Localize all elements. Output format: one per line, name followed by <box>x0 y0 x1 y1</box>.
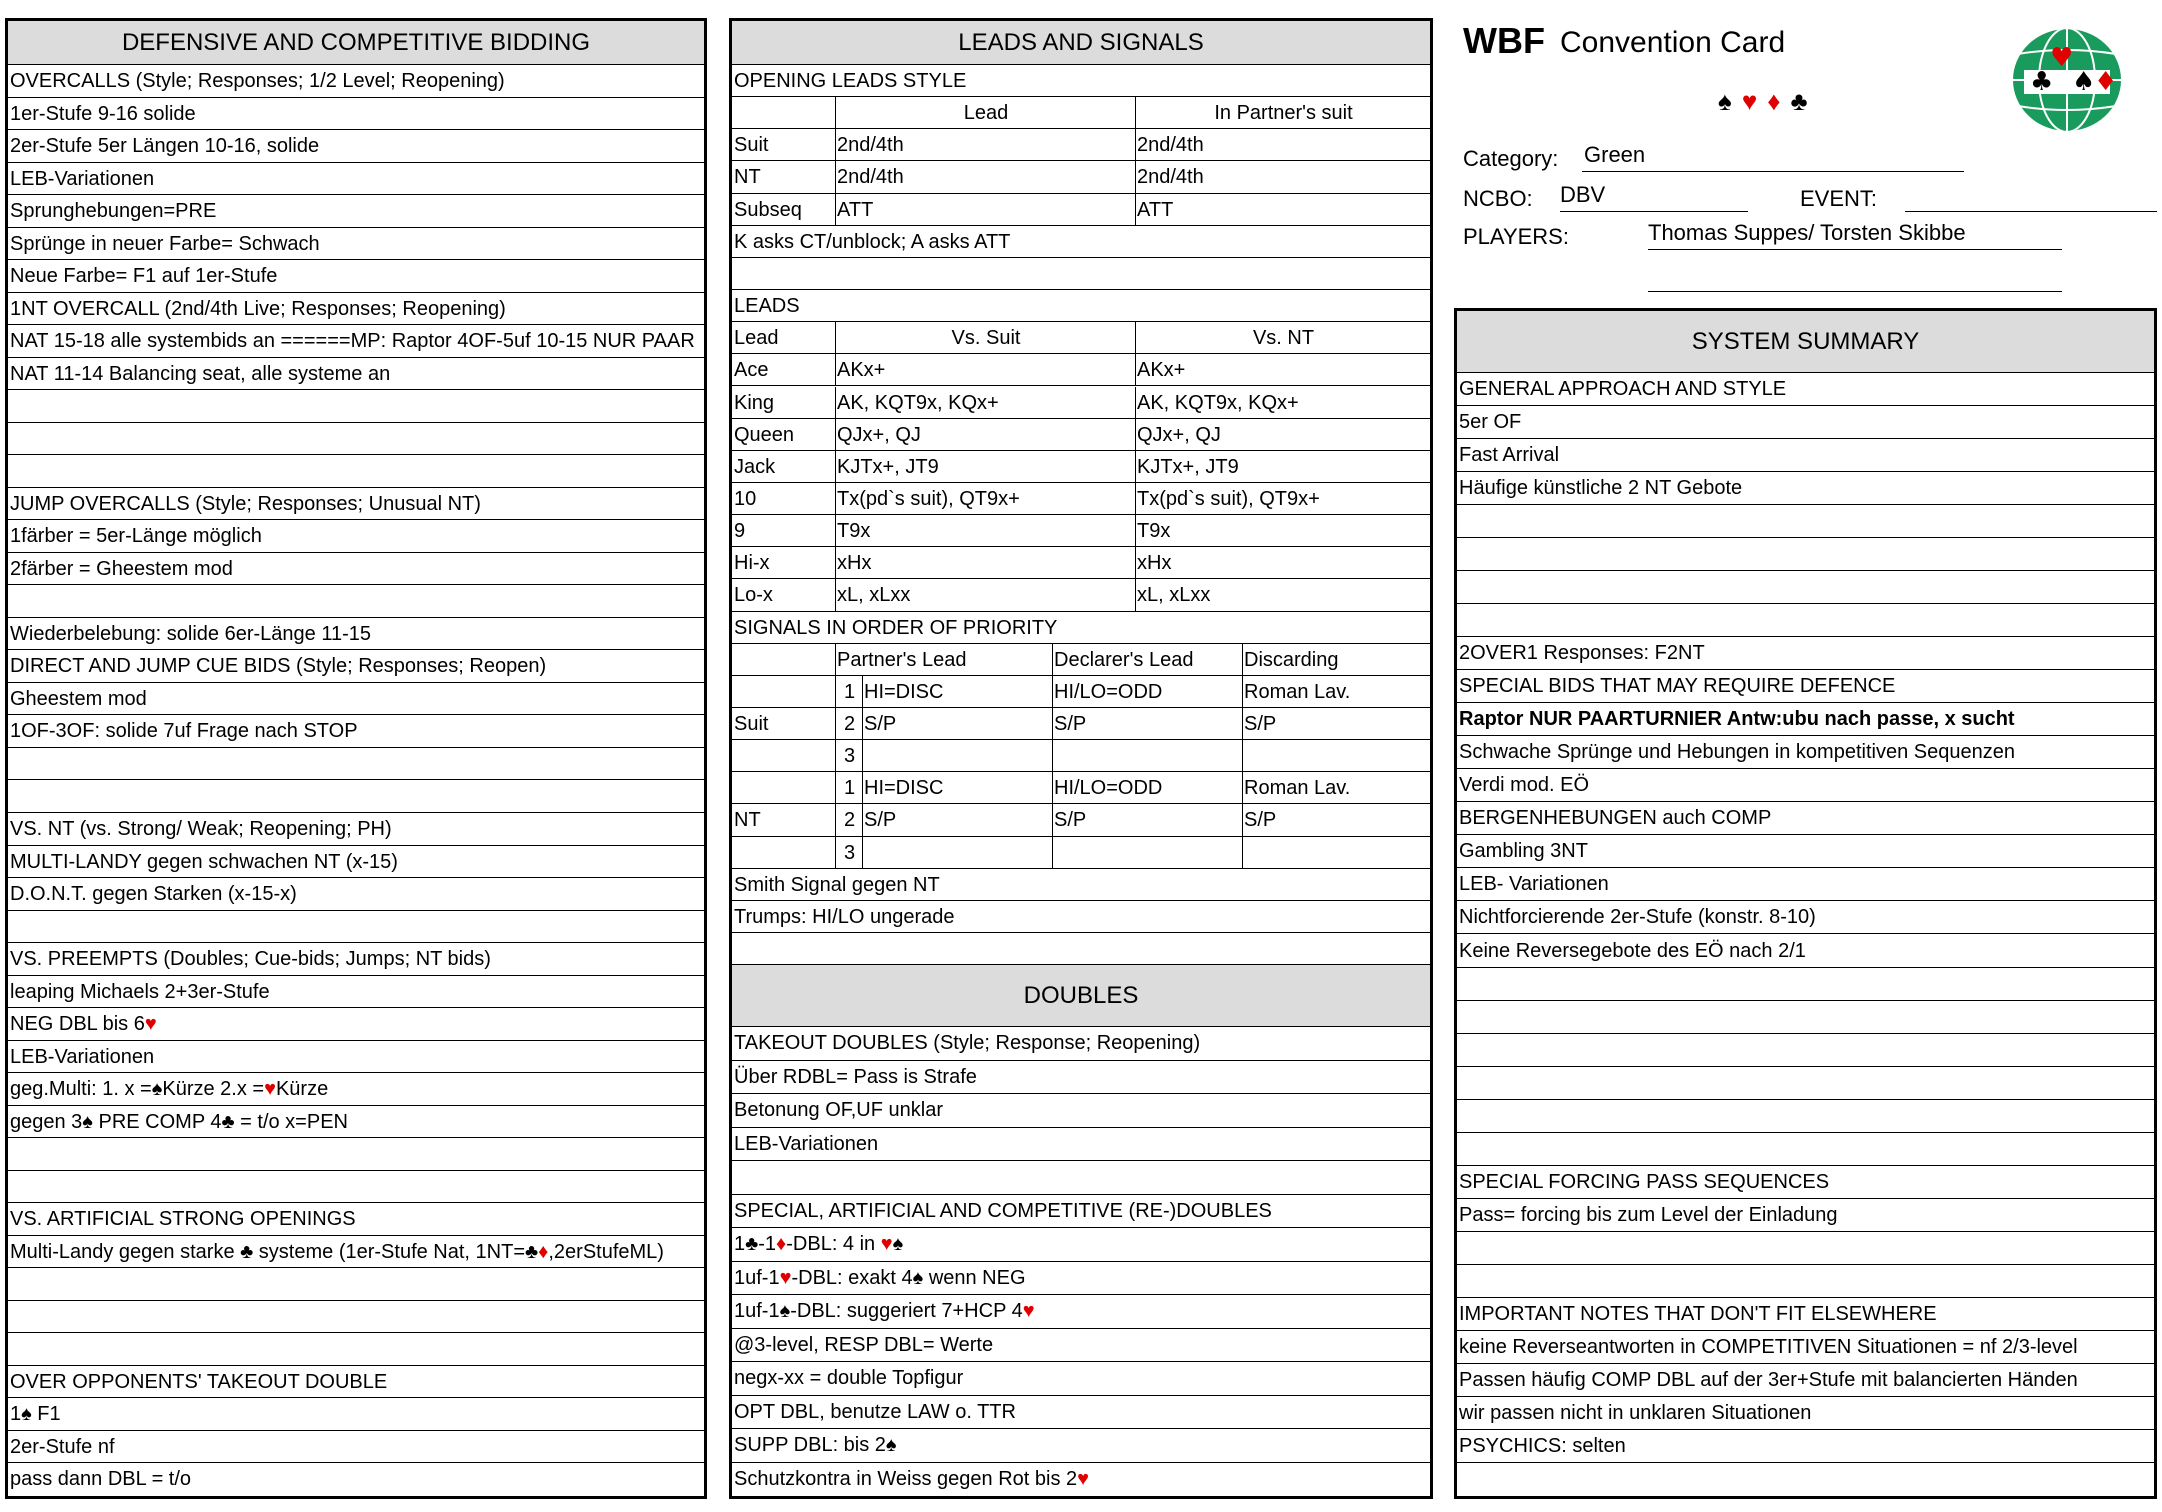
table-cell[interactable]: 2 <box>843 809 856 832</box>
column-divider <box>1242 740 1243 771</box>
text-row[interactable] <box>1457 1100 2154 1133</box>
column-divider <box>835 322 836 353</box>
table-row[interactable] <box>732 161 1430 193</box>
column-divider <box>835 194 836 225</box>
table-cell[interactable]: 2 <box>843 713 856 735</box>
text-row[interactable]: NAT 15-18 alle systembids an ======MP: Raptor 4OF-5uf 10-15 NUR PAAR <box>8 325 704 358</box>
column-divider <box>835 515 836 546</box>
column-divider <box>862 804 863 835</box>
club-icon: ♣ <box>1790 86 1818 116</box>
table-cell[interactable] <box>862 837 1052 868</box>
text-row[interactable]: Über RDBL= Pass is Strafe <box>732 1061 1430 1094</box>
text-row[interactable] <box>1457 1034 2154 1067</box>
column-divider <box>1135 194 1136 225</box>
text-row[interactable] <box>732 869 1430 901</box>
text-row[interactable]: NEG DBL bis 6♥ <box>8 1008 704 1041</box>
text-row[interactable]: Fast Arrival <box>1457 439 2154 472</box>
column-divider <box>835 772 836 803</box>
text-row[interactable] <box>1457 1067 2154 1100</box>
column-divider <box>1242 837 1243 868</box>
text-row[interactable]: wir passen nicht in unklaren Situationen <box>1457 1397 2154 1430</box>
section-title: DEFENSIVE AND COMPETITIVE BIDDING <box>8 21 704 65</box>
defensive-bidding-section <box>5 18 707 1499</box>
table-cell[interactable]: S/P <box>864 809 897 832</box>
table-cell[interactable]: S/P <box>864 713 897 735</box>
table-cell[interactable]: 2nd/4th <box>837 134 904 157</box>
table-cell[interactable]: xL, xLxx <box>837 584 911 607</box>
text-row[interactable]: OPT DBL, benutze LAW o. TTR <box>732 1396 1430 1429</box>
table-cell[interactable]: Ace <box>734 359 769 382</box>
diamond-icon: ♦ <box>1767 86 1791 116</box>
text-row[interactable] <box>8 455 704 488</box>
text-row[interactable] <box>732 1161 1430 1194</box>
table-cell[interactable]: Trumps: HI/LO ungerade <box>734 905 955 928</box>
column-divider <box>1135 129 1136 160</box>
text-row[interactable] <box>1457 1265 2154 1298</box>
table-row[interactable] <box>732 837 1430 869</box>
text-row[interactable]: Betonung OF,UF unklar <box>732 1094 1430 1127</box>
text-row[interactable]: GENERAL APPROACH AND STYLE <box>1457 373 2154 406</box>
table-cell[interactable]: 9 <box>734 520 746 543</box>
column-divider <box>862 676 863 707</box>
column-divider <box>835 483 836 514</box>
text-row[interactable]: Nichtforcierende 2er-Stufe (konstr. 8-10) <box>1457 901 2154 934</box>
table-cell[interactable]: QJx+, QJ <box>837 423 921 446</box>
column-divider <box>835 129 836 160</box>
text-row[interactable]: Sprünge in neuer Farbe= Schwach <box>8 228 704 261</box>
table-cell[interactable] <box>862 740 1052 771</box>
column-divider <box>1135 451 1136 482</box>
column-divider <box>835 676 836 707</box>
text-row[interactable]: Schwache Sprünge und Hebungen in kompetitiven Sequenzen <box>1457 736 2154 769</box>
text-row[interactable] <box>8 1138 704 1171</box>
column-divider <box>1242 804 1243 835</box>
text-row[interactable]: LEB-Variationen <box>8 1041 704 1074</box>
text-row[interactable] <box>732 901 1430 933</box>
table-cell[interactable]: AKx+ <box>837 359 886 382</box>
text-row[interactable]: 1♠ F1 <box>8 1398 704 1431</box>
table-cell[interactable]: ATT <box>837 198 874 221</box>
brand-title: WBF <box>1463 20 1545 61</box>
table-row[interactable] <box>732 483 1430 515</box>
table-row[interactable] <box>732 579 1430 611</box>
table-cell[interactable]: Vs. Suit <box>951 327 1021 350</box>
table-cell[interactable]: Lead <box>734 327 779 350</box>
table-cell[interactable]: Vs. NT <box>1252 327 1315 350</box>
text-row[interactable] <box>8 1268 704 1301</box>
text-row[interactable]: Sprunghebungen=PRE <box>8 195 704 228</box>
text-row[interactable]: 5er OF <box>1457 406 2154 439</box>
column-divider <box>835 708 836 739</box>
table-cell[interactable]: Smith Signal gegen NT <box>734 873 940 896</box>
text-row[interactable] <box>1457 1001 2154 1034</box>
text-row[interactable]: VS. NT (vs. Strong/ Weak; Reopening; PH) <box>8 813 704 846</box>
text-row[interactable]: 1uf-1♠-DBL: suggeriert 7+HCP 4♥ <box>732 1295 1430 1328</box>
table-cell[interactable]: T9x <box>837 520 871 543</box>
table-cell[interactable]: Tx(pd`s suit), QT9x+ <box>1137 487 1320 510</box>
text-row[interactable]: geg.Multi: 1. x =♠Kürze 2.x =♥Kürze <box>8 1073 704 1106</box>
column-divider <box>1052 676 1053 707</box>
text-row[interactable] <box>1457 1232 2154 1265</box>
column-divider <box>1135 354 1136 385</box>
column-divider <box>1052 837 1053 868</box>
text-row[interactable]: LEB- Variationen <box>1457 868 2154 901</box>
doubles-title: DOUBLES <box>732 965 1430 1027</box>
column-divider <box>1052 772 1053 803</box>
table-cell[interactable]: LEADS <box>734 295 800 318</box>
table-cell[interactable]: Jack <box>734 455 776 478</box>
event-value[interactable] <box>1905 182 2157 212</box>
svg-text:♦: ♦ <box>2094 67 2118 97</box>
column-divider <box>862 708 863 739</box>
column-divider <box>835 547 836 578</box>
text-row[interactable] <box>1457 1463 2154 1496</box>
text-row[interactable] <box>1457 1133 2154 1166</box>
column-divider <box>1135 483 1136 514</box>
text-row[interactable]: IMPORTANT NOTES THAT DON'T FIT ELSEWHERE <box>1457 1298 2154 1331</box>
text-row[interactable] <box>732 933 1430 965</box>
text-row[interactable]: NAT 11-14 Balancing seat, alle systeme an <box>8 358 704 391</box>
column-divider <box>1242 772 1243 803</box>
column-divider <box>1135 515 1136 546</box>
table-cell[interactable]: KJTx+, JT9 <box>837 455 939 478</box>
text-row[interactable]: VS. PREEMPTS (Doubles; Cue-bids; Jumps; NT bids) <box>8 943 704 976</box>
column-divider <box>1135 547 1136 578</box>
svg-text:♠: ♠ <box>2072 67 2096 97</box>
table-cell[interactable]: S/P <box>1054 809 1087 832</box>
column-divider <box>835 419 836 450</box>
category-value[interactable]: Green <box>1582 142 1964 172</box>
text-row[interactable]: leaping Michaels 2+3er-Stufe <box>8 976 704 1009</box>
column-divider <box>1135 419 1136 450</box>
text-row[interactable]: Gambling 3NT <box>1457 835 2154 868</box>
text-row[interactable] <box>8 585 704 618</box>
table-cell[interactable] <box>732 97 835 128</box>
text-row[interactable]: 2OVER1 Responses: F2NT <box>1457 637 2154 670</box>
table-cell[interactable] <box>732 644 835 675</box>
table-cell[interactable]: S/P <box>1244 809 1277 832</box>
players-label: PLAYERS: <box>1463 224 1569 249</box>
column-divider <box>835 451 836 482</box>
text-row[interactable] <box>8 423 704 456</box>
table-cell[interactable] <box>1242 740 1430 771</box>
text-row[interactable]: Verdi mod. EÖ <box>1457 769 2154 802</box>
text-row[interactable]: OVER OPPONENTS' TAKEOUT DOUBLE <box>8 1366 704 1399</box>
table-cell[interactable]: xL, xLxx <box>1137 584 1211 607</box>
text-row[interactable]: 1er-Stufe 9-16 solide <box>8 98 704 131</box>
table-cell[interactable]: T9x <box>1137 520 1171 543</box>
text-row[interactable]: PSYCHICS: selten <box>1457 1430 2154 1463</box>
wbf-globe-logo <box>2010 26 2124 134</box>
table-cell[interactable]: HI=DISC <box>864 777 944 800</box>
players-value[interactable]: Thomas Suppes/ Torsten Skibbe <box>1648 220 2062 250</box>
ncbo-value[interactable]: DBV <box>1560 182 1748 212</box>
text-row[interactable]: LEB-Variationen <box>732 1128 1430 1161</box>
table-cell[interactable]: 10 <box>734 487 757 510</box>
table-cell[interactable]: Suit <box>734 134 769 157</box>
spade-icon: ♠ <box>1718 86 1742 116</box>
text-row[interactable]: JUMP OVERCALLS (Style; Responses; Unusual NT) <box>8 488 704 521</box>
column-divider <box>1135 579 1136 610</box>
table-row[interactable] <box>732 740 1430 772</box>
table-row[interactable] <box>732 772 1430 804</box>
table-cell[interactable]: AK, KQT9x, KQx+ <box>1137 391 1299 414</box>
table-header[interactable] <box>732 322 1430 354</box>
text-row[interactable] <box>8 781 704 814</box>
table-cell[interactable]: AK, KQT9x, KQx+ <box>837 391 999 414</box>
text-row[interactable] <box>1457 604 2154 637</box>
text-row[interactable] <box>1457 538 2154 571</box>
text-row[interactable]: BERGENHEBUNGEN auch COMP <box>1457 802 2154 835</box>
table-cell[interactable]: SIGNALS IN ORDER OF PRIORITY <box>734 616 1058 639</box>
table-cell[interactable]: Queen <box>734 423 795 446</box>
table-cell[interactable]: Tx(pd`s suit), QT9x+ <box>837 487 1020 510</box>
column-divider <box>835 579 836 610</box>
table-cell[interactable] <box>1052 837 1242 868</box>
column-divider <box>835 387 836 418</box>
table-cell[interactable]: 3 <box>843 841 856 864</box>
table-cell[interactable]: NT <box>734 166 761 189</box>
section-title: SYSTEM SUMMARY <box>1457 311 2154 373</box>
table-cell[interactable]: Lead <box>963 102 1009 125</box>
table-cell[interactable]: HI/LO=ODD <box>1054 680 1163 703</box>
svg-text:♣: ♣ <box>2030 67 2054 97</box>
table-cell[interactable]: Hi-x <box>734 552 770 575</box>
table-row[interactable] <box>732 129 1430 161</box>
table-cell[interactable]: Subseq <box>734 198 802 221</box>
column-divider <box>835 97 836 128</box>
table-row[interactable] <box>732 451 1430 483</box>
text-row[interactable] <box>1457 505 2154 538</box>
text-row[interactable]: @3-level, RESP DBL= Werte <box>732 1329 1430 1362</box>
text-row[interactable]: 1OF-3OF: solide 7uf Frage nach STOP <box>8 715 704 748</box>
text-row[interactable]: gegen 3♠ PRE COMP 4♣ = t/o x=PEN <box>8 1106 704 1139</box>
text-row[interactable]: Neue Farbe= F1 auf 1er-Stufe <box>8 260 704 293</box>
section-title: LEADS AND SIGNALS <box>732 21 1430 65</box>
text-row[interactable] <box>8 1171 704 1204</box>
column-divider <box>1135 161 1136 192</box>
table-cell[interactable]: 1 <box>843 680 856 703</box>
column-divider <box>1052 804 1053 835</box>
table-cell[interactable]: OPENING LEADS STYLE <box>734 70 967 92</box>
event-label: EVENT: <box>1800 186 1878 211</box>
table-cell[interactable] <box>732 258 1430 289</box>
table-cell[interactable]: QJx+, QJ <box>1137 423 1221 446</box>
suit-symbols <box>1718 86 1818 117</box>
text-row[interactable]: SPECIAL FORCING PASS SEQUENCES <box>1457 1166 2154 1199</box>
table-row[interactable] <box>732 387 1430 419</box>
table-row[interactable] <box>732 547 1430 579</box>
text-row[interactable]: negx-xx = double Topfigur <box>732 1362 1430 1395</box>
signals-label[interactable] <box>732 612 1430 644</box>
table-row[interactable] <box>732 676 1430 708</box>
table-cell[interactable]: Discarding <box>1244 648 1339 671</box>
column-divider <box>862 740 863 771</box>
table-cell[interactable]: 3 <box>843 745 856 768</box>
table-cell[interactable]: King <box>734 391 775 414</box>
table-cell[interactable]: xHx <box>837 552 872 575</box>
svg-text:♥: ♥ <box>2050 43 2074 73</box>
column-divider <box>1052 644 1053 675</box>
text-row[interactable]: 1uf-1♥-DBL: exakt 4♠ wenn NEG <box>732 1262 1430 1295</box>
text-row[interactable]: 1färber = 5er-Länge möglich <box>8 520 704 553</box>
column-divider <box>1052 740 1053 771</box>
text-row[interactable] <box>8 911 704 944</box>
table-header[interactable] <box>732 97 1430 129</box>
table-cell[interactable]: 2nd/4th <box>1137 166 1204 189</box>
text-row[interactable] <box>732 226 1430 258</box>
heart-icon: ♥ <box>1741 86 1768 116</box>
text-row[interactable] <box>8 1301 704 1334</box>
text-row[interactable]: Multi-Landy gegen starke ♣ systeme (1er-Stufe Nat, 1NT=♣♦,2erStufeML) <box>8 1236 704 1269</box>
table-cell[interactable]: K asks CT/unblock; A asks ATT <box>734 230 1011 253</box>
text-row[interactable]: pass dann DBL = t/o <box>10 1468 192 1491</box>
text-row[interactable] <box>8 390 704 423</box>
text-row[interactable]: SUPP DBL: bis 2♠ <box>732 1429 1430 1462</box>
text-row[interactable]: Keine Reversegebote des EÖ nach 2/1 <box>1457 935 2154 968</box>
text-row[interactable]: Passen häufig COMP DBL auf der 3er+Stufe mit balancierten Händen <box>1457 1364 2154 1397</box>
text-row[interactable]: MULTI-LANDY gegen schwachen NT (x-15) <box>8 846 704 879</box>
text-row[interactable]: 2er-Stufe 5er Längen 10-16, solide <box>8 130 704 163</box>
column-divider <box>1135 387 1136 418</box>
text-row[interactable]: 1♣-1♦-DBL: 4 in ♥♠ <box>732 1228 1430 1261</box>
text-row[interactable]: SPECIAL, ARTIFICIAL AND COMPETITIVE (RE-)DOUBLES <box>732 1195 1430 1228</box>
column-divider <box>1135 322 1136 353</box>
table-cell[interactable]: 1 <box>843 777 856 800</box>
table-cell[interactable]: 2nd/4th <box>837 166 904 189</box>
table-cell[interactable]: AKx+ <box>1137 359 1186 382</box>
text-row[interactable]: Schutzkontra in Weiss gegen Rot bis 2♥ <box>734 1467 1090 1490</box>
text-row[interactable]: 2färber = Gheestem mod <box>8 553 704 586</box>
text-row[interactable]: Häufige künstliche 2 NT Gebote <box>1457 472 2154 505</box>
leads-signals-section <box>729 18 1433 1499</box>
table-cell[interactable]: In Partner's suit <box>1214 102 1353 125</box>
column-divider <box>835 837 836 868</box>
table-cell[interactable]: S/P <box>1054 713 1087 735</box>
table-cell[interactable]: Roman Lav. <box>1244 680 1351 703</box>
column-divider <box>1135 97 1136 128</box>
column-divider <box>835 161 836 192</box>
text-row[interactable]: SPECIAL BIDS THAT MAY REQUIRE DEFENCE <box>1457 670 2154 703</box>
text-row[interactable] <box>8 748 704 781</box>
column-divider <box>835 804 836 835</box>
column-divider <box>835 740 836 771</box>
signals-group-label: NT <box>734 809 761 832</box>
text-row[interactable]: Wiederbelebung: solide 6er-Länge 11-15 <box>8 618 704 651</box>
text-row[interactable]: keine Reverseantworten in COMPETITIVEN Situationen = nf 2/3-level <box>1457 1331 2154 1364</box>
table-cell[interactable]: Lo-x <box>734 584 773 607</box>
table-cell[interactable] <box>732 933 1430 964</box>
table-row[interactable] <box>732 804 1430 836</box>
table-cell[interactable] <box>1242 837 1430 868</box>
column-divider <box>1242 644 1243 675</box>
column-divider <box>1052 708 1053 739</box>
table-cell[interactable]: xHx <box>1137 552 1172 575</box>
text-row[interactable] <box>1457 968 2154 1001</box>
column-divider <box>1242 676 1243 707</box>
column-divider <box>835 354 836 385</box>
table-row[interactable] <box>732 354 1430 386</box>
text-row[interactable] <box>732 258 1430 290</box>
table-row[interactable] <box>732 419 1430 451</box>
text-row[interactable] <box>1457 571 2154 604</box>
leads-label[interactable] <box>732 290 1430 322</box>
text-row[interactable]: Raptor NUR PAARTURNIER Antw:ubu nach passe, x sucht <box>1457 703 2154 736</box>
table-cell[interactable]: S/P <box>1244 713 1277 735</box>
text-row[interactable]: DIRECT AND JUMP CUE BIDS (Style; Responses; Reopen) <box>8 650 704 683</box>
text-row[interactable]: 2er-Stufe nf <box>8 1431 704 1464</box>
table-header[interactable] <box>732 644 1430 676</box>
text-row[interactable]: Gheestem mod <box>8 683 704 716</box>
text-row[interactable]: VS. ARTIFICIAL STRONG OPENINGS <box>8 1203 704 1236</box>
table-row[interactable] <box>732 708 1430 740</box>
table-row[interactable] <box>732 194 1430 226</box>
table-cell[interactable]: 2nd/4th <box>1137 134 1204 157</box>
column-divider <box>862 772 863 803</box>
opening-leads-label[interactable] <box>732 65 1430 97</box>
table-row[interactable] <box>732 515 1430 547</box>
table-cell[interactable]: Declarer's Lead <box>1054 648 1194 671</box>
text-row[interactable]: 1NT OVERCALL (2nd/4th Live; Responses; Reopening) <box>8 293 704 326</box>
table-cell[interactable]: Roman Lav. <box>1244 777 1351 800</box>
text-row[interactable]: Pass= forcing bis zum Level der Einladung <box>1457 1199 2154 1232</box>
column-divider <box>862 837 863 868</box>
table-cell[interactable]: ATT <box>1137 198 1174 221</box>
column-divider <box>835 644 836 675</box>
table-cell[interactable]: Partner's Lead <box>837 648 967 671</box>
table-cell[interactable]: KJTx+, JT9 <box>1137 455 1239 478</box>
ncbo-label: NCBO: <box>1463 186 1533 211</box>
category-label: Category: <box>1463 146 1559 171</box>
text-row[interactable]: D.O.N.T. gegen Starken (x-15-x) <box>8 878 704 911</box>
system-summary-section <box>1454 308 2157 1499</box>
column-divider <box>1242 708 1243 739</box>
text-row[interactable]: LEB-Variationen <box>8 163 704 196</box>
card-title: Convention Card <box>1560 26 1786 59</box>
text-row[interactable] <box>8 1333 704 1366</box>
players-value-line2[interactable] <box>1648 262 2062 292</box>
table-cell[interactable] <box>1052 740 1242 771</box>
text-row[interactable]: OVERCALLS (Style; Responses; 1/2 Level; Reopening) <box>8 65 704 98</box>
text-row[interactable]: TAKEOUT DOUBLES (Style; Response; Reopening) <box>732 1027 1430 1060</box>
signals-group-label: Suit <box>734 713 769 735</box>
table-cell[interactable]: HI/LO=ODD <box>1054 777 1163 800</box>
table-cell[interactable]: HI=DISC <box>864 680 944 703</box>
